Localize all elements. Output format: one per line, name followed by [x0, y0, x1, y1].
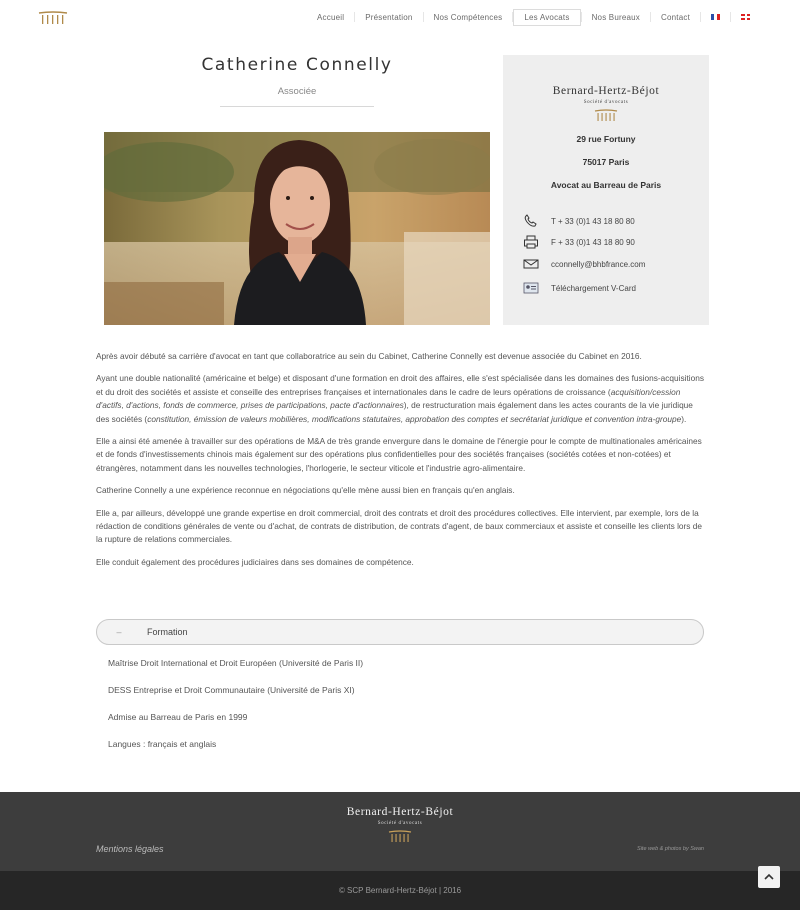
columns-logo-icon: [594, 109, 618, 122]
lawyer-portrait-photo: [104, 132, 490, 325]
phone-icon: [523, 214, 539, 228]
site-header: [0, 0, 800, 34]
bar-membership: Avocat au Barreau de Paris: [550, 180, 662, 190]
nav-competences[interactable]: Nos Compétences: [433, 12, 503, 22]
copyright: © SCP Bernard-Hertz-Béjot | 2016: [338, 886, 462, 895]
footer-firm-subtitle: Société d'avocats: [377, 821, 423, 826]
bio-paragraph: Elle a ainsi été amenée à travailler sur des opérations de M&A de très grande envergure dans le domaine de l'énergie pour le compte de multinationales américaines et de fonds d'investissements chinois mais également sur des opérations plus confidentielles pour des sociétés françaises (sociétés cotées et non-cotées) et étrangères, notamment dans les nouvelles technologies, l'horlogerie, le secteur viticole et l'industrie agro-alimentaire.: [96, 436, 702, 473]
formation-item: Admise au Barreau de Paris en 1999: [108, 712, 248, 722]
formation-list: [108, 657, 608, 765]
phone-row[interactable]: [523, 214, 635, 228]
address-street: 29 rue Fortuny: [576, 134, 636, 144]
contact-card: [503, 55, 709, 325]
bio-paragraph: Ayant une double nationalité (américaine et belge) et disposant d'une formation en droit des affaires, elle s'est spécialisée dans les domaines des fusions-acquisitions et du droit des sociétés et assiste et conseille des entreprises françaises et internationales dans le cadre de leurs opérations de croissance (acquisition/cession d'actifs, d'actions, fonds de commerce, prises de participations, pacte d'actionnaires), de restructuration mais également dans les actes courants de la vie juridique des sociétés (constitution, émission de valeurs mobilières, modifications statutaires, approbation des comptes et secrétariat juridique et convention intra-groupe).: [96, 373, 704, 424]
nav-divider: [730, 12, 731, 22]
firm-name: Bernard-Hertz-Béjot: [552, 85, 660, 97]
fr-flag-icon[interactable]: [711, 14, 720, 20]
fax-row: [523, 235, 635, 249]
lawyer-role: Associée: [277, 86, 317, 97]
bio-paragraph: Elle conduit également des procédures judiciaires dans ses domaines de compétence.: [96, 556, 414, 567]
biography: [96, 350, 706, 578]
title-divider: [220, 106, 374, 107]
bio-paragraph: Catherine Connelly a une expérience reconnue en négociations qu'elle mène aussi bien en français qu'en anglais.: [96, 485, 515, 496]
email-row[interactable]: [523, 257, 645, 271]
nav-bureaux[interactable]: Nos Bureaux: [591, 12, 641, 22]
nav-contact[interactable]: Contact: [661, 12, 690, 22]
phone-number: T + 33 (0)1 43 18 80 80: [551, 216, 635, 226]
bio-paragraph: Elle a, par ailleurs, développé une grande expertise en droit commercial, droit des contrats et droit des procédures collectives. Elle intervient, par exemple, lors de la rédaction de conditions générales de vente ou d'achat, de contrats de distribution, de contrats d'agent, de baux commerciaux et assiste et conseille les clients lors de la rupture de relations commerciales.: [96, 507, 702, 545]
chevron-up-icon: [764, 873, 774, 881]
lawyer-name: Catherine Connelly: [201, 55, 393, 75]
uk-flag-icon[interactable]: [741, 14, 750, 20]
nav-avocats[interactable]: Les Avocats: [513, 9, 580, 26]
vcard-download-link[interactable]: Téléchargement V-Card: [551, 283, 636, 293]
nav-divider: [700, 12, 701, 22]
scroll-to-top-button[interactable]: [758, 866, 780, 888]
footer-firm-name: Bernard-Hertz-Béjot: [346, 806, 454, 818]
columns-logo-icon[interactable]: [38, 11, 68, 25]
formation-item: DESS Entreprise et Droit Communautaire (Université de Paris XI): [108, 685, 355, 695]
address-city: 75017 Paris: [582, 157, 630, 167]
columns-logo-icon: [388, 830, 412, 843]
collapse-toggle-icon[interactable]: –: [116, 627, 122, 637]
fax-number: F + 33 (0)1 43 18 80 90: [551, 237, 635, 247]
firm-subtitle: Société d'avocats: [583, 100, 629, 105]
formation-title: Formation: [147, 627, 188, 637]
vcard-icon: [523, 281, 539, 295]
bottom-bar: [0, 871, 800, 910]
printer-icon: [523, 235, 539, 249]
formation-item: Maîtrise Droit International et Droit Européen (Université de Paris II): [108, 658, 364, 668]
nav-presentation[interactable]: Présentation: [365, 12, 413, 22]
bio-paragraph: Après avoir débuté sa carrière d'avocat en tant que collaboratrice au sein du Cabinet, Catherine Connelly est devenue associée du Cabinet en 2016.: [96, 351, 642, 361]
vcard-row[interactable]: [523, 281, 636, 295]
main-nav: [307, 9, 760, 25]
envelope-icon: [523, 257, 539, 271]
nav-accueil[interactable]: Accueil: [317, 12, 345, 22]
email-link[interactable]: cconnelly@bhbfrance.com: [551, 259, 646, 269]
formation-accordion-header[interactable]: [96, 619, 704, 645]
formation-item: Langues : français et anglais: [108, 739, 217, 749]
site-footer: [0, 792, 800, 871]
credits-link[interactable]: Site web & photos by Swan: [637, 846, 704, 852]
legal-notice-link[interactable]: Mentions légales: [96, 844, 164, 854]
